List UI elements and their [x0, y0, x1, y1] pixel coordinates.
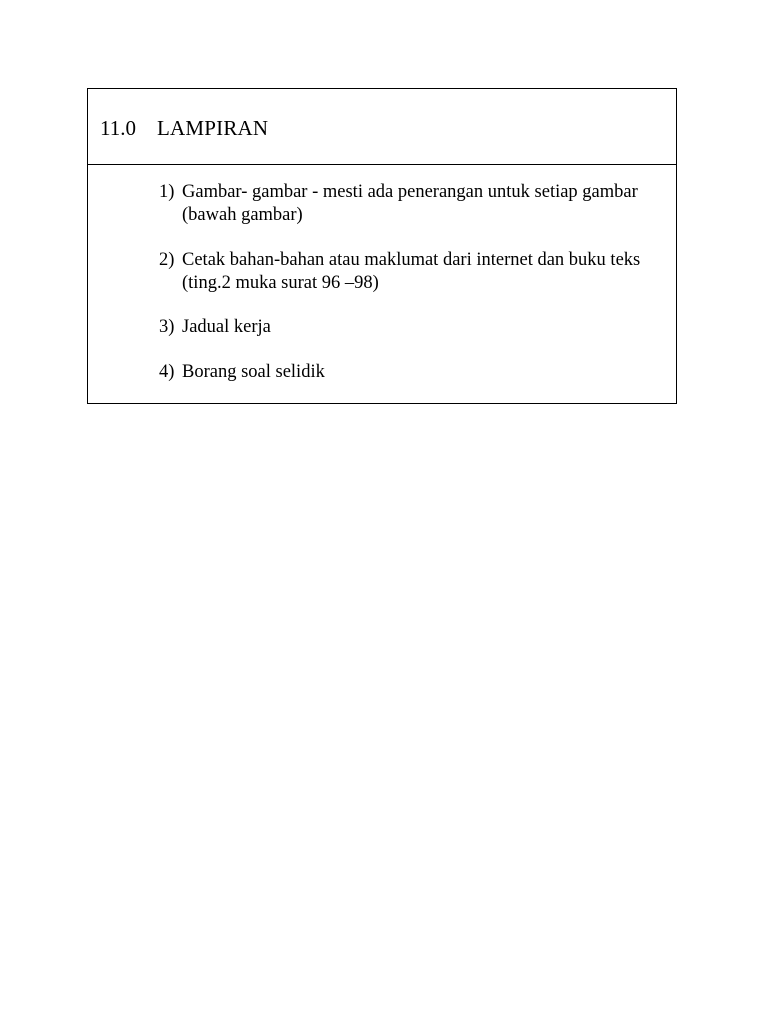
list-item [159, 249, 669, 295]
list-item [159, 316, 669, 339]
section-number: 11.0 [100, 116, 136, 140]
list-item-number: 2) [159, 250, 175, 270]
list-item [159, 361, 669, 384]
appendix-box [87, 88, 677, 404]
list-item [159, 181, 669, 227]
list-item-number: 1) [159, 182, 175, 202]
list-item-number: 4) [159, 362, 175, 382]
list-item-text: Gambar- gambar - mesti ada penerangan untuk setiap gambar (bawah gambar) [182, 182, 638, 225]
section-header [88, 89, 676, 165]
list-item-text: Borang soal selidik [182, 362, 325, 382]
list-item-text: Cetak bahan-bahan atau maklumat dari internet dan buku teks (ting.2 muka surat 96 –98) [182, 250, 641, 293]
list-item-text: Jadual kerja [182, 317, 271, 337]
section-title: LAMPIRAN [157, 116, 269, 140]
list-item-number: 3) [159, 317, 175, 337]
